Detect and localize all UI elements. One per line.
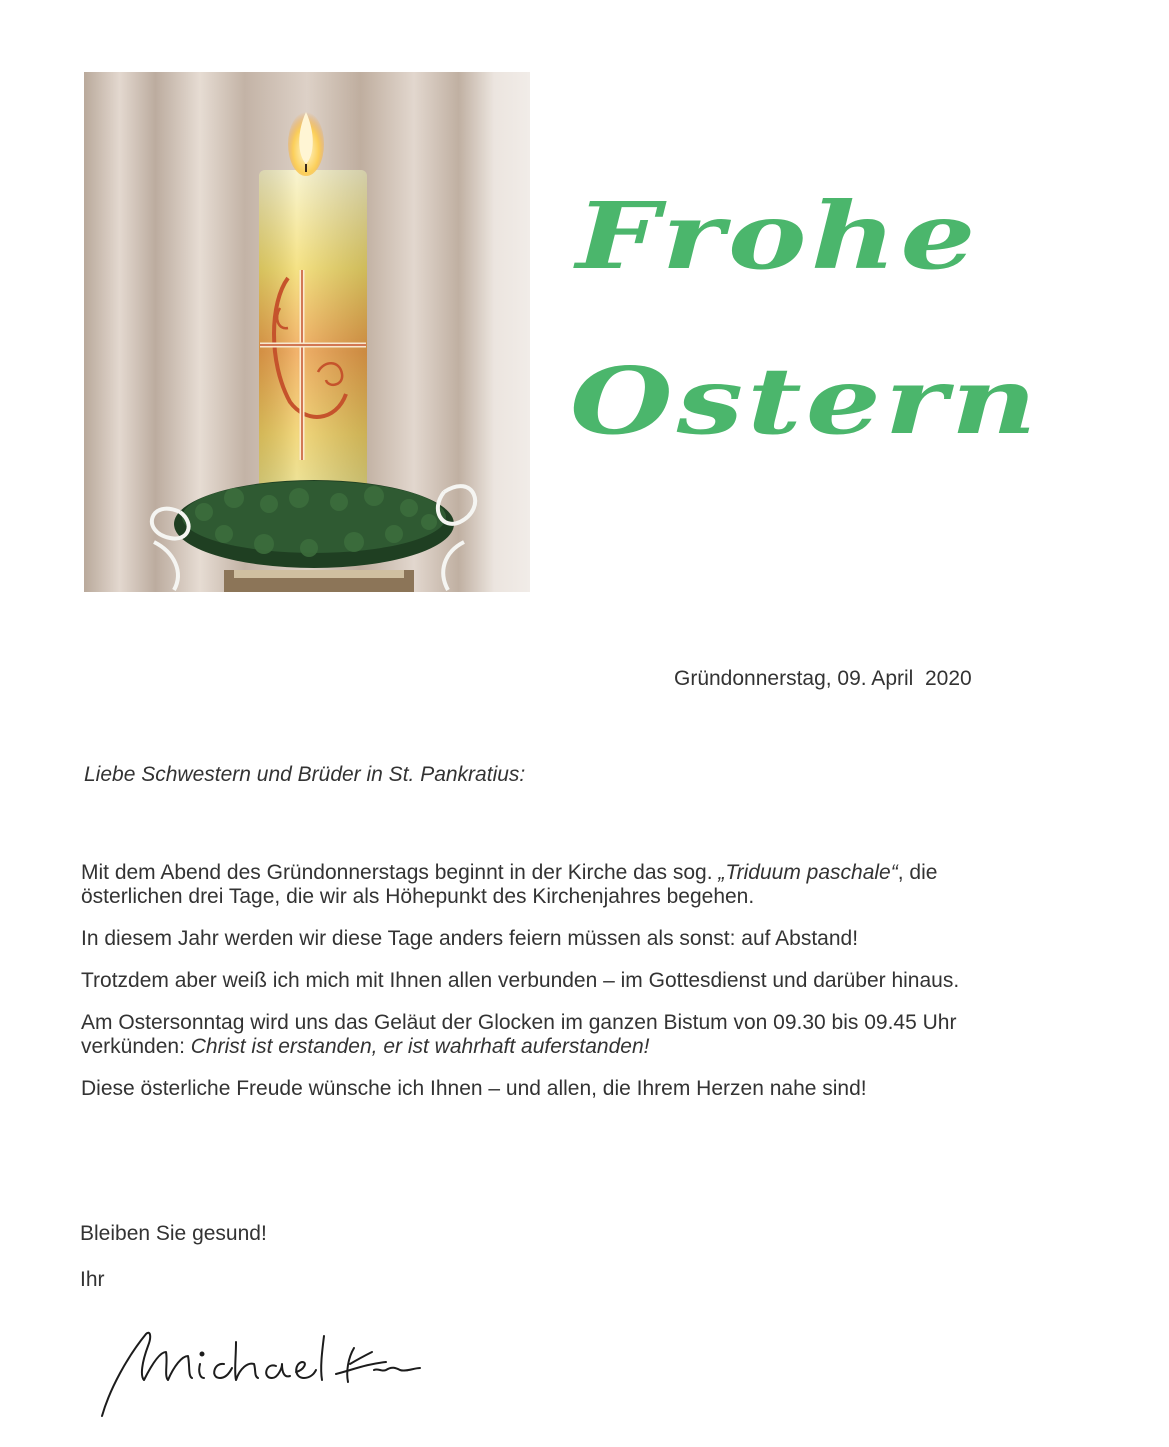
handwritten-signature bbox=[96, 1318, 446, 1423]
headline-line-1: Frohe bbox=[576, 181, 980, 290]
paragraph-1 bbox=[81, 861, 1041, 909]
letter-salutation: Liebe Schwestern und Brüder in St. Pankratius: bbox=[84, 763, 526, 786]
paragraph-4-text: Am Ostersonntag wird uns das Geläut der Glocken im ganzen Bistum von 09.30 bis 09.45 Uhr verkünden: bbox=[81, 1011, 957, 1058]
paragraph-1-text-a: Mit dem Abend des Gründonnerstags beginnt in der Kirche das sog. bbox=[81, 861, 719, 884]
sign-off: Ihr bbox=[80, 1268, 105, 1291]
easter-candle-photo bbox=[84, 72, 530, 592]
letter-body bbox=[81, 861, 1041, 1119]
letter-date: Gründonnerstag, 09. April 2020 bbox=[674, 667, 972, 690]
paragraph-1-text-b: , die österlichen drei Tage, die wir als Höhepunkt des Kirchenjahres begehen. bbox=[81, 861, 938, 908]
paragraph-2: In diesem Jahr werden wir diese Tage anders feiern müssen als sonst: auf Abstand! bbox=[81, 927, 859, 950]
headline-line-2: Ostern bbox=[570, 346, 1041, 455]
paragraph-5: Diese österliche Freude wünsche ich Ihnen – und allen, die Ihrem Herzen nahe sind! bbox=[81, 1077, 867, 1100]
triduum-paschale-term: „Triduum paschale“ bbox=[718, 861, 898, 884]
closing-wish: Bleiben Sie gesund! bbox=[80, 1222, 267, 1245]
paragraph-4 bbox=[81, 1011, 1041, 1059]
frohe-ostern-headline bbox=[570, 170, 1041, 490]
paragraph-3: Trotzdem aber weiß ich mich mit Ihnen allen verbunden – im Gottesdienst und darüber hinaus. bbox=[81, 969, 960, 992]
easter-proclamation: Christ ist erstanden, er ist wahrhaft auferstanden! bbox=[190, 1035, 650, 1058]
